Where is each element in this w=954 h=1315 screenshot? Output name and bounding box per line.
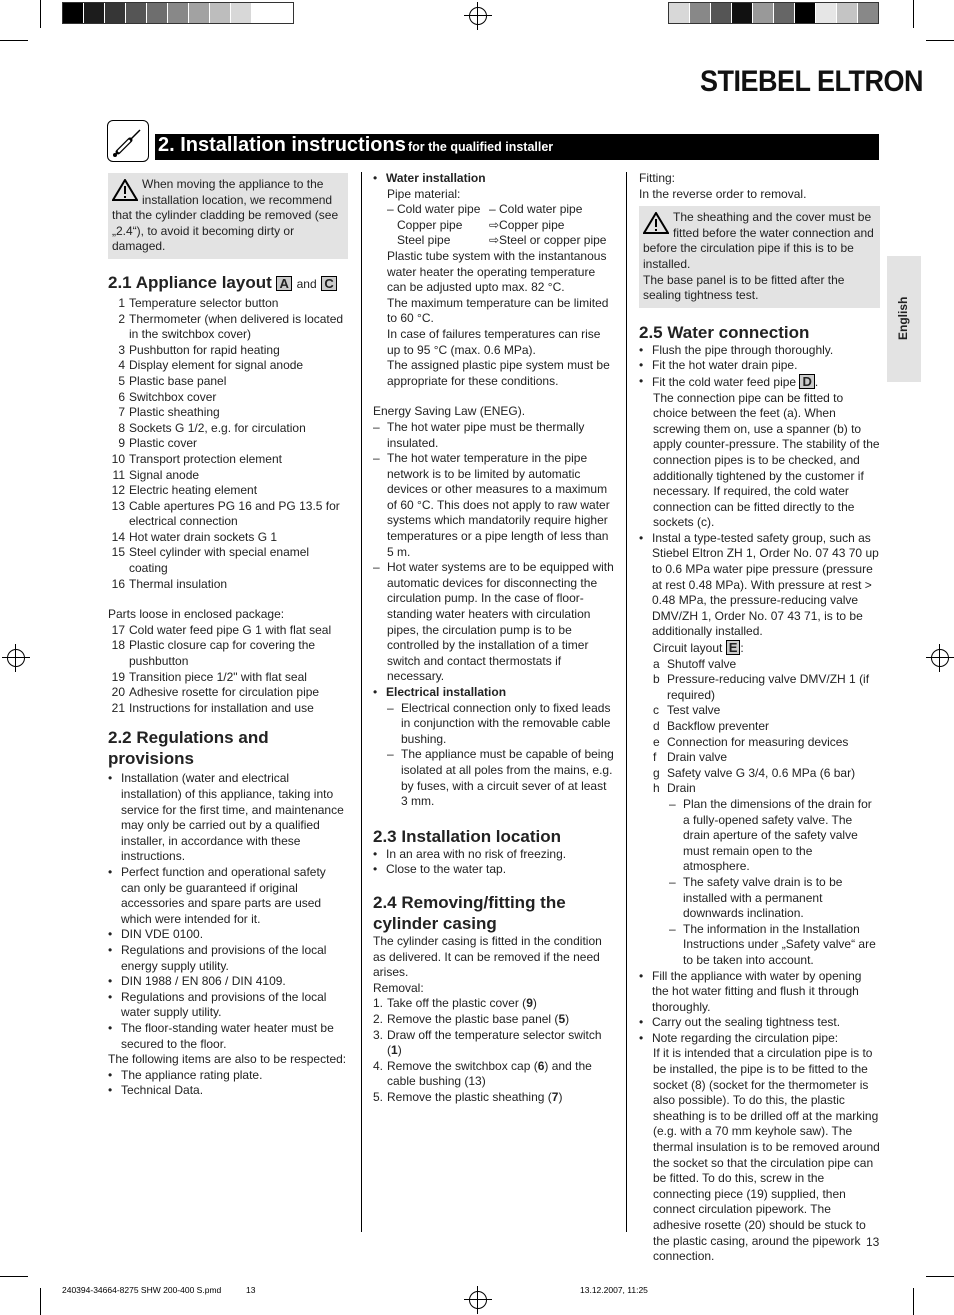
paragraph: In case of failures temperatures can rise up to 95 °C (max. 0.6 MPa). (387, 326, 601, 357)
item-text: Shutoff valve (667, 656, 737, 671)
item-number: 14 (111, 529, 125, 544)
item-text: Signal anode (129, 467, 200, 482)
list-item (373, 420, 615, 451)
list-item (387, 747, 615, 809)
crop-mark (913, 0, 914, 28)
circuit-item (653, 766, 880, 782)
item-text: In an area with no risk of freezing. (386, 846, 567, 861)
removal-step (373, 1090, 615, 1106)
item-text: The hot water pipe must be thermally insulated. (387, 419, 585, 450)
bullet: • (108, 864, 113, 879)
item-text: The information in the Installation Instructions under „Safety valve“ are to be taken into account. (683, 921, 876, 967)
item-text: The hot water temperature in the pipe network is to be limited by automatic devices or other measures to a maximum of 60 °C. This does not apply to raw water systems which mandatorily require higher temperatures or a pipe length of less than 5 m. (387, 451, 610, 559)
circuit-item (653, 703, 880, 719)
step-text: Draw off the temperature selector switch (1) (387, 1027, 602, 1058)
list-item (108, 390, 348, 406)
step-number: 4. (373, 1058, 384, 1073)
item-text: Transition piece 1/2" with flat seal (129, 669, 307, 684)
item-text: DIN 1988 / EN 806 / DIN 4109. (121, 974, 286, 989)
item-text: Switchbox cover (129, 389, 217, 404)
item-text: Thermal insulation (129, 576, 228, 591)
item-text: Electric heating element (129, 483, 258, 498)
item-text: Thermometer (when delivered is located in the switchbox cover) (129, 311, 344, 342)
section-heading: 2.4 Removing/fitting the cylinder casing (373, 892, 566, 933)
appliance-layout-list (108, 296, 348, 592)
item-number: 1 (118, 295, 125, 310)
circuit-item (653, 672, 880, 703)
item-text: Display element for signal anode (129, 358, 304, 373)
list-item (108, 312, 348, 343)
section-heading: 2.3 Installation location (373, 826, 561, 846)
pipe-cell: Steel pipe (397, 233, 451, 248)
ref-number: 1 (391, 1043, 398, 1058)
item-text: Drain valve (667, 750, 728, 765)
step-number: 3. (373, 1027, 384, 1042)
pipe-cell: ⇨Copper pipe (489, 217, 565, 232)
step-number: 2. (373, 1011, 384, 1026)
list-item (108, 1083, 348, 1099)
list-item (108, 452, 348, 468)
list-item (108, 974, 348, 990)
item-text: Test valve (667, 703, 721, 718)
item-number: 18 (111, 638, 125, 653)
bullet: – (373, 560, 380, 575)
step-number: 1. (373, 996, 384, 1011)
item-number: 9 (118, 436, 125, 451)
section-heading: 2.5 Water connection (639, 322, 810, 342)
registration-mark-bottom (469, 1291, 487, 1309)
bullet: – (387, 700, 394, 715)
item-text: The appliance rating plate. (121, 1067, 263, 1082)
item-text: Transport protection element (129, 451, 282, 466)
item-text: Drain (667, 781, 696, 796)
bullet: • (108, 771, 113, 786)
bullet: • (373, 846, 378, 861)
page-number: 13 (866, 1235, 880, 1249)
page-title: 2. Installation instructions (158, 134, 406, 156)
bullet: • (108, 942, 113, 957)
item-number: 12 (111, 483, 125, 498)
item-number: 15 (111, 545, 125, 560)
also-list (108, 1068, 348, 1099)
warning-icon (643, 212, 669, 234)
bullet: • (108, 1020, 113, 1035)
item-text: The safety valve drain is to be installed with a permanent downwards inclination. (683, 874, 843, 921)
warning-box: The sheathing and the cover must be fitted before the water connection and before the circulation pipe if this is to be installed. The base panel is to be fitted after the sealing tightness test. (639, 206, 880, 308)
item-text: Sockets G 1/2, e.g. for circulation (129, 420, 306, 435)
list-item (108, 468, 348, 484)
item-number: 4 (118, 358, 125, 373)
page-subtitle: for the qualified installer (408, 140, 554, 154)
item-number: 5 (118, 373, 125, 388)
item-number: 20 (111, 685, 125, 700)
list-item (108, 1068, 348, 1084)
list-item (373, 451, 615, 560)
list-item (108, 865, 348, 927)
pipe-row (387, 202, 615, 218)
ref-number: 7 (551, 1089, 559, 1104)
list-item (108, 623, 348, 639)
circuit-item (653, 657, 880, 673)
item-letter: e (653, 734, 660, 749)
item-letter: f (653, 750, 657, 765)
section-heading: 2.2 Regulations and provisions (108, 728, 269, 769)
list-item (669, 875, 880, 922)
screwdriver-icon (107, 120, 149, 162)
fitting-title: Fitting: (639, 171, 676, 185)
section-heading: 2.1 Appliance layout A and C (108, 272, 348, 295)
water-text (387, 249, 615, 389)
item-text: Cable apertures PG 16 and PG 13.5 for electrical connection (129, 498, 340, 529)
step-text: Remove the plastic sheathing (7) (387, 1089, 563, 1104)
item-text: Technical Data. (121, 1083, 204, 1098)
bullet: – (387, 747, 394, 762)
registration-mark-top (469, 7, 487, 25)
pipe-row (387, 233, 615, 249)
item-text: DIN VDE 0100. (121, 927, 204, 942)
loose-parts-list (108, 623, 348, 717)
electrical-list (373, 701, 615, 810)
loose-parts-title: Parts loose in enclosed package: (108, 607, 285, 622)
bullet: • (373, 862, 378, 877)
item-text: Hot water systems are to be equipped with automatic devices for disconnecting the circulation pump. In the case of floor-standing water heaters with circulation pipes, the circulation pump is to be controlled by the installation of a timer switch and contact thermostats if necessary. (387, 560, 614, 684)
list-item (108, 358, 348, 374)
regulations-list (108, 771, 348, 1052)
registration-mark-left (7, 649, 25, 667)
column-2: • Water installation Pipe material: – Cold water pipe – Cold water pipe Copper pipe ⇨Copper pipe Steel pipe ⇨Steel or copper pipe Plastic tube system with the instantanous water heater the operating temperature can be adjusted upto max. 82 °C. The maximum temperature can be limited to 60 °C. In case of failures temperatures can rise up to 95 °C (max. 0.6 MPa). The assigned plastic pipe system must be appropriate for these conditions. Energy Saving Law (ENEG). – The hot water pipe must be thermally insulated. – The hot water temperature in the pipe network is to be limited by automatic devices or other measures to a maximum of 60 °C. This does not apply to raw water systems which mandatorily require higher temperatures or a pipe length of less than 5 m. – Hot water systems are to be equipped with automatic devices for disconnecting the circulation pump. In the case of floor-standing water heaters with circulation pipes, the circulation pump is to be controlled by the installation of a timer switch and contact thermostats if necessary. • Electrical installation – Electrical connection only to fixed leads in conjunction with the removable cable bushing. – The appliance must be capable of being isolated at all poles from the mains, e.g. by fuses, with a circuit sever of at least 3 mm. 2.3 Installation location • In an area with no risk of freezing. • Close to the water tap. 2.4 Removing/fitting the cylinder casing The cylinder casing is fitted in the condition as delivered. It can be removed if the need arises. Removal: 1. Take off the plastic cover (9) 2. Remove the plastic base panel (5) 3. Draw off the temperature selector switch (1) 4. Remove the switchbox cap (6) and the cable bushing (13) 5. Remove the plastic sheathing (7) (373, 171, 614, 1104)
item-number: 3 (118, 342, 125, 357)
warning-icon (112, 179, 138, 201)
item-text: The appliance must be capable of being isolated at all poles from the mains, e.g. by fuses, with a circuit sever of at least 3 mm. (401, 747, 614, 809)
list-item (387, 701, 615, 748)
pipe-cell: ⇨Steel or copper pipe (489, 233, 607, 248)
removal-step (373, 1028, 615, 1059)
list-item (108, 638, 348, 669)
bullet: • (108, 927, 113, 942)
casing-text: The cylinder casing is fitted in the condition as delivered. It can be removed if the need arises. (373, 933, 602, 980)
item-text: Steel cylinder with special enamel coating (129, 545, 310, 576)
color-bar-right (668, 2, 879, 24)
item-number: 10 (111, 451, 125, 466)
item-letter: h (653, 781, 660, 796)
removal-step (373, 1059, 615, 1090)
item-number: 7 (118, 405, 125, 420)
list-item (669, 797, 880, 875)
step-text: Remove the plastic base panel (5) (387, 1011, 570, 1026)
list-item (108, 943, 348, 974)
removal-step (373, 996, 615, 1012)
item-number: 16 (111, 576, 125, 591)
item-text: Regulations and provisions of the local energy supply utility. (121, 942, 327, 973)
crop-mark (913, 1288, 914, 1315)
item-letter: a (653, 656, 660, 671)
item-text: Hot water drain sockets G 1 (129, 529, 278, 544)
bullet: • (108, 974, 113, 989)
item-text: Pushbutton for rapid heating (129, 342, 280, 357)
footer-page: 13 (246, 1285, 256, 1295)
eneg-title: Energy Saving Law (ENEG). (373, 404, 526, 419)
crop-mark (0, 40, 28, 41)
paragraph: Plastic tube system with the instantanous water heater the operating temperature can be adjusted upto max. 82 °C. (387, 248, 607, 295)
feed-pipe-text: The connection pipe can be fitted to choice between the feet (a). When screwing them on, use a spanner (b) to apply counter-pressure. The stability of the connection pipes is to be checked, and additionally tightened by the customer if necessary. If required, the cold water connection can be fitted directly to the sockets (c). (653, 390, 880, 530)
item-text: Electrical connection only to fixed leads in conjunction with the removable cable bushing. (401, 700, 611, 746)
removal-step (373, 1012, 615, 1028)
item-number: 8 (118, 420, 125, 435)
color-bar-left (62, 2, 294, 24)
list-item (108, 990, 348, 1021)
item-text: Plastic base panel (129, 373, 227, 388)
drain-notes (639, 797, 880, 969)
list-item (108, 405, 348, 421)
pipe-row (387, 218, 615, 234)
crop-mark (40, 1288, 41, 1315)
item-text: Plastic sheathing (129, 405, 220, 420)
column-divider (626, 172, 627, 1232)
step-number: 5. (373, 1089, 384, 1104)
column-divider (361, 172, 362, 1232)
fitting-text: In the reverse order to removal. (639, 186, 807, 201)
column-3: Fitting: In the reverse order to removal. The sheathing and the cover must be fitted before the water connection and before the circulation pipe if this is to be installed. The base panel is to be fitted after the sealing tightness test. 2.5 Water connection • Flush the pipe through thoroughly. • Fit the hot water drain pipe. • Fit the cold water feed pipe D . The connection pipe can be fitted to choice between the feet (a). When screwing them on, use a spanner (b) to apply counter-pressure. The stability of the connection pipes is to be checked, and additionally tightened by the customer if necessary. If required, the cold water connection can be fitted directly to the sockets (c). • Instal a type-tested safety group, such as Stiebel Eltron ZH 1, Order No. 07 43 70 up to 0.6 MPa water pipe pressure (pressure at rest 0.48 MPa). With pressure at rest > 0.48 MPa, the pressure-reducing valve DMV/ZH 1, Order No. 07 43 71, is to be additionally installed. Circuit layout E : a Shutoff valve b Pressure-reducing valve DMV/ZH 1 (if required) c Test valve d Backflow preventer e Connection for measuring devices f Drain valve g Safety valve G 3/4, 0.6 MPa (6 bar) h Drain – Plan the dimensions of the drain for a fully-opened safety valve. The drain aperture of the safety valve must remain open to the atmosphere. – The safety valve drain is to be installed with a permanent downwards inclination. – The information in the Installation Instructions under „Safety valve“ are to be taken into account. • Fill the appliance with water by opening the hot water fitting and flush it through thoroughly. • Carry out the sealing tightness test. • Note regarding the circulation pipe: If it is intended that a circulation pipe is to be installed, the pipe is to be fitted to the socket (8) (socket for the thermometer is also possible). To do this, the plastic sheathing is to be drilled off at the marking (e.g. with a 70 mm keyhole saw). The thermal insulation is to be removed around the socket so that the circulation pipe can be fitted. To do this, screw in the connecting piece (19) supplied, then connect circulation pipework. The adhesive rosette (20) should be stuck to the plastic casing, around the pipework connection. (639, 171, 880, 1264)
item-number: 6 (118, 389, 125, 404)
list-item (108, 499, 348, 530)
item-number: 19 (111, 669, 125, 684)
location-list (373, 847, 615, 878)
pipe-table (387, 202, 615, 249)
crop-mark (0, 1276, 28, 1277)
crop-mark (926, 40, 954, 41)
subsection-title: Electrical installation (386, 685, 507, 699)
item-text: Connection for measuring devices (667, 734, 849, 749)
circuit-item (653, 719, 880, 735)
item-text: Plan the dimensions of the drain for a fully-opened safety valve. The drain aperture of the safety valve must remain open to the atmosphere. (683, 796, 872, 874)
item-text: Adhesive rosette for circulation pipe (129, 685, 320, 700)
pipe-cell: Copper pipe (397, 217, 463, 232)
bullet: – (669, 796, 676, 811)
paragraph: The maximum temperature can be limited to 60 °C. (387, 295, 609, 326)
list-item (108, 1021, 348, 1052)
item-letter: b (653, 672, 660, 687)
pipe-cell: – Cold water pipe (387, 202, 481, 217)
column-1 (108, 173, 348, 1099)
crop-mark (40, 0, 41, 28)
ref-number: 6 (537, 1058, 545, 1073)
ref-number: 5 (558, 1011, 566, 1026)
circuit-item (653, 781, 880, 797)
list-item (108, 483, 348, 499)
list-item (108, 374, 348, 390)
footer-date: 13.12.2007, 11:25 (580, 1285, 648, 1295)
list-item (108, 343, 348, 359)
list-item (108, 577, 348, 593)
item-text: Close to the water tap. (386, 862, 507, 877)
list-item (373, 847, 615, 863)
brand-logo: STIEBEL ELTRON (700, 64, 924, 98)
bullet: – (373, 451, 380, 466)
item-text: Temperature selector button (129, 295, 279, 310)
removal-steps (373, 996, 615, 1105)
item-text: Safety valve G 3/4, 0.6 MPa (6 bar) (667, 765, 856, 780)
safety-group-text: Instal a type-tested safety group, such as Stiebel Eltron ZH 1, Order No. 07 43 70 up to 0.6 MPa water pipe pressure (pressure at rest 0.48 MPa). With pressure at rest > 0.48 MPa, the pressure-reducing valve DMV/ZH 1, Order No. 07 43 71, is to be additionally installed. (652, 530, 879, 639)
item-text: Cold water feed pipe G 1 with flat seal (129, 622, 332, 637)
also-title: The following items are also to be respected: (108, 1052, 347, 1067)
list-item (108, 530, 348, 546)
list-item (108, 670, 348, 686)
bullet: • (108, 1083, 113, 1098)
item-text: Plastic cover (129, 436, 198, 451)
circuit-item (653, 750, 880, 766)
list-item (108, 701, 348, 717)
step-text: Take off the plastic cover (9) (387, 996, 537, 1011)
paragraph: The assigned plastic pipe system must be appropriate for these conditions. (387, 358, 610, 388)
list-item (108, 685, 348, 701)
list-item (108, 436, 348, 452)
item-text: Regulations and provisions of the local water supply utility. (121, 989, 327, 1020)
item-text: Pressure-reducing valve DMV/ZH 1 (if required) (667, 672, 870, 702)
item-text: Backflow preventer (667, 719, 770, 733)
subsection-title: Water installation (386, 171, 486, 185)
item-number: 13 (111, 498, 125, 513)
item-text: Perfect function and operational safety can only be guaranteed if original accessories and spare parts are used which were intended for it. (121, 864, 326, 926)
list-item (108, 771, 348, 865)
list-item (108, 545, 348, 576)
circulation-note: If it is intended that a circulation pipe is to be installed, the pipe is to be fitted to the socket (8) (socket for the thermometer is also possible). To do this, the plastic sheathing is to be drilled off at the marking (e.g. with a 70 mm keyhole saw). The thermal insulation is to be removed around the socket so that the circulation pipe can be fitted. To do this, screw in the connecting piece (19) supplied, then connect circulation pipework. The adhesive rosette (20) should be stuck to the plastic casing, around the pipework connection. (653, 1046, 880, 1264)
item-number: 21 (111, 700, 125, 715)
ref-number: 9 (526, 996, 533, 1011)
item-number: 2 (118, 311, 125, 326)
step-text: Remove the switchbox cap (6) and the cable bushing (13) (387, 1058, 592, 1089)
list-item (108, 421, 348, 437)
bullet: – (669, 874, 676, 889)
pipe-cell: – Cold water pipe (489, 202, 583, 217)
bullet: – (669, 921, 676, 936)
language-tab: English (887, 256, 921, 382)
item-letter: g (653, 765, 660, 780)
item-text: Plastic closure cap for covering the pushbutton (129, 638, 316, 669)
bullet: • (108, 1067, 113, 1082)
item-number: 11 (112, 467, 125, 482)
item-letter: c (653, 703, 659, 718)
section-header-bar (155, 134, 879, 160)
circuit-layout-list (639, 657, 880, 797)
item-number: 17 (111, 622, 125, 637)
list-item (669, 922, 880, 969)
footer-file: 240394-34664-8275 SHW 200-400 S.pmd (62, 1285, 222, 1295)
list-item (373, 862, 615, 878)
item-text: Instructions for installation and use (129, 700, 314, 715)
crop-mark (926, 1276, 954, 1277)
item-text: The floor-standing water heater must be secured to the floor. (121, 1020, 334, 1051)
eneg-list (373, 420, 615, 685)
registration-mark-right (931, 649, 949, 667)
list-item (373, 560, 615, 685)
item-text: Installation (water and electrical installation) of this appliance, taking into service for the first time, and maintenance may only be carried out by a qualified installer, in accordance with these instructions. (121, 771, 344, 864)
circuit-item (653, 735, 880, 751)
list-item (108, 927, 348, 943)
bullet: • (108, 989, 113, 1004)
pipe-material-label: Pipe material: (387, 186, 461, 201)
bullet: – (373, 419, 380, 434)
warning-box: When moving the appliance to the installation location, we recommend that the cylinder cladding be removed (see „2.4“), to avoid it becoming dirty or damaged. (108, 173, 348, 259)
removal-title: Removal: (373, 980, 424, 995)
item-letter: d (653, 719, 660, 733)
list-item (108, 296, 348, 312)
